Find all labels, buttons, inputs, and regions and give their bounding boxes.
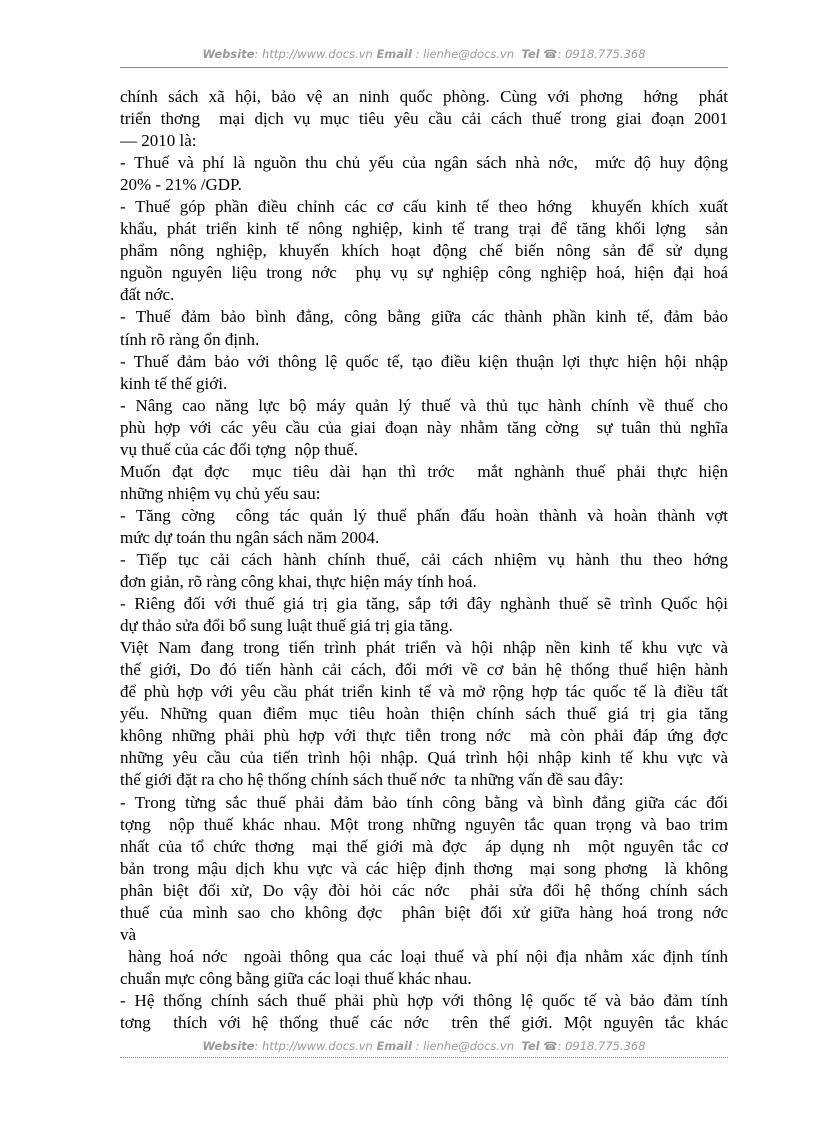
text-line: thế giới đặt ra cho hệ thống chính sách thuế nớc ta những vấn đề sau đây: <box>120 770 624 790</box>
text-line: để phù hợp với yêu cầu phát triển kinh tế và mở rộng hợp tác quốc tế là điều tất <box>120 682 728 702</box>
text-line: - Thuế đảm bảo với thông lệ quốc tế, tạo điều kiện thuận lợi thực hiện hội nhập <box>120 351 728 371</box>
text-line: chính sách xã hội, bảo vệ an ninh quốc phòng. Cùng với phơng hớng phát <box>120 87 728 106</box>
text-line: thuế của mình sao cho không đợc phân biệt đối xử giữa hàng hoá trong nớc <box>120 902 728 922</box>
email-label: Email <box>376 1039 412 1053</box>
page-footer <box>120 1039 728 1053</box>
text-line: không những phải phù hợp với thực tiễn trong nớc mà còn phải đáp ứng đợc <box>120 726 728 746</box>
document-body <box>120 86 728 1034</box>
text-line: đơn giản, rõ ràng công khai, thực hiện máy tính hoá. <box>120 572 477 592</box>
text-line: - Hệ thống chính sách thuế phải phù hợp với thông lệ quốc tế và bảo đảm tính <box>120 990 728 1010</box>
website-label: Website <box>202 47 255 61</box>
text-line: - Trong từng sắc thuế phải đảm bảo tính công bằng và bình đẳng giữa các đối <box>120 792 728 812</box>
text-line: — 2010 là: <box>120 131 197 151</box>
text-line: những nhiệm vụ chủ yếu sau: <box>120 483 321 503</box>
text-line: phân biệt đối xử, Do vậy đòi hỏi các nớc phải sửa đổi hệ thống chính sách <box>120 880 728 900</box>
text-line: tính rõ ràng ổn định. <box>120 329 260 349</box>
text-line: 20% - 21% /GDP. <box>120 175 242 195</box>
tel-number: : 0918.775.368 <box>557 47 646 61</box>
website-url[interactable]: : http://www.docs.vn <box>254 47 373 61</box>
text-line: bản trong mậu dịch khu vực và các hiệp định thơng mại song phơng là không <box>120 858 728 878</box>
text-line: phù hợp với các yêu cầu của giai đoạn này nhằm tăng cờng sự tuân thủ nghĩa <box>120 417 728 437</box>
text-line: - Riêng đối với thuế giá trị gia tăng, sắp tới đây nghành thuế sẽ trình Quốc hội <box>120 594 728 614</box>
website-url[interactable]: : http://www.docs.vn <box>254 1039 373 1053</box>
text-line: thế giới, Do đó tiến hành cải cách, đổi mới về cơ bản hệ thống thuế hiện hành <box>120 660 728 680</box>
text-line: Việt Nam đang trong tiến trình phát triển và hội nhập nền kinh tế khu vực và <box>120 638 728 658</box>
text-line: - Tiếp tục cải cách hành chính thuế, cải cách nhiệm vụ hành thu theo hớng <box>120 549 728 569</box>
phone-icon: ☎ <box>543 47 558 61</box>
email-address[interactable]: : lienhe@docs.vn <box>411 1039 515 1053</box>
text-line: hàng hoá nớc ngoài thông qua các loại thuế và phí nội địa nhằm xác định tính <box>120 946 728 966</box>
text-line: phẩm nông nghiệp, khuyến khích hoạt động chế biến nông sản để sử dụng <box>120 241 728 261</box>
text-line: nhất của tổ chức thơng mại thế giới mà đợc áp dụng nh một nguyên tắc cơ <box>120 836 728 856</box>
phone-icon: ☎ <box>543 1039 558 1053</box>
text-line: và <box>120 924 137 944</box>
email-label: Email <box>376 47 412 61</box>
text-line: nguồn nguyên liệu trong nớc phụ vụ sự nghiệp công nghiệp hoá, hiện đại hoá <box>120 263 728 283</box>
text-line: - Thuế góp phần điều chỉnh các cơ cấu kinh tế theo hớng khuyến khích xuất <box>120 197 728 217</box>
email-address[interactable]: : lienhe@docs.vn <box>411 47 515 61</box>
text-line: dự thảo sửa đổi bổ sung luật thuế giá trị gia tăng. <box>120 616 453 636</box>
footer-divider <box>120 1057 728 1058</box>
text-line: - Tăng cờng công tác quản lý thuế phấn đấu hoàn thành và hoàn thành vợt <box>120 505 728 525</box>
text-line: đất nớc. <box>120 285 175 305</box>
header-divider <box>120 67 728 68</box>
tel-label: Tel <box>521 47 540 61</box>
text-line: tơng thích với hệ thống thuế các nớc trên thế giới. Một nguyên tắc khác <box>120 1012 728 1032</box>
text-line: chuẩn mực công bằng giữa các loại thuế khác nhau. <box>120 968 472 988</box>
text-line: khẩu, phát triển kinh tế nông nghiệp, kinh tế trang trại để tăng khối lợng sản <box>120 219 728 239</box>
text-line: tợng nộp thuế khác nhau. Một trong những nguyên tắc quan trọng và bao trim <box>120 814 728 834</box>
page-header <box>120 47 728 61</box>
website-label: Website <box>202 1039 255 1053</box>
tel-label: Tel <box>521 1039 540 1053</box>
text-line: kinh tế thế giới. <box>120 373 228 393</box>
text-line: vụ thuế của các đối tợng nộp thuế. <box>120 439 358 459</box>
tel-number: : 0918.775.368 <box>557 1039 646 1053</box>
text-line: mức dự toán thu ngân sách năm 2004. <box>120 527 380 547</box>
text-line: Muốn đạt đợc mục tiêu dài hạn thì trớc mắt nghành thuế phải thực hiện <box>120 461 728 481</box>
text-line: những yêu cầu của tiến trình hội nhập. Quá trình hội nhập kinh tế khu vực và <box>120 748 728 768</box>
text-line: yếu. Những quan điểm mục tiêu hoàn thiện chính sách thuế giá trị gia tăng <box>120 704 728 724</box>
text-line: - Thuế và phí là nguồn thu chủ yếu của ngân sách nhà nớc, mức độ huy động <box>120 153 728 173</box>
text-line: - Thuế đảm bảo bình đẳng, công bằng giữa các thành phần kinh tế, đảm bảo <box>120 307 728 327</box>
text-line: triển thơng mại dịch vụ mục tiêu yêu cầu cải cách thuế trong giai đoạn 2001 <box>120 109 728 129</box>
text-line: - Nâng cao năng lực bộ máy quản lý thuế và thủ tục hành chính về thuế cho <box>120 395 728 415</box>
